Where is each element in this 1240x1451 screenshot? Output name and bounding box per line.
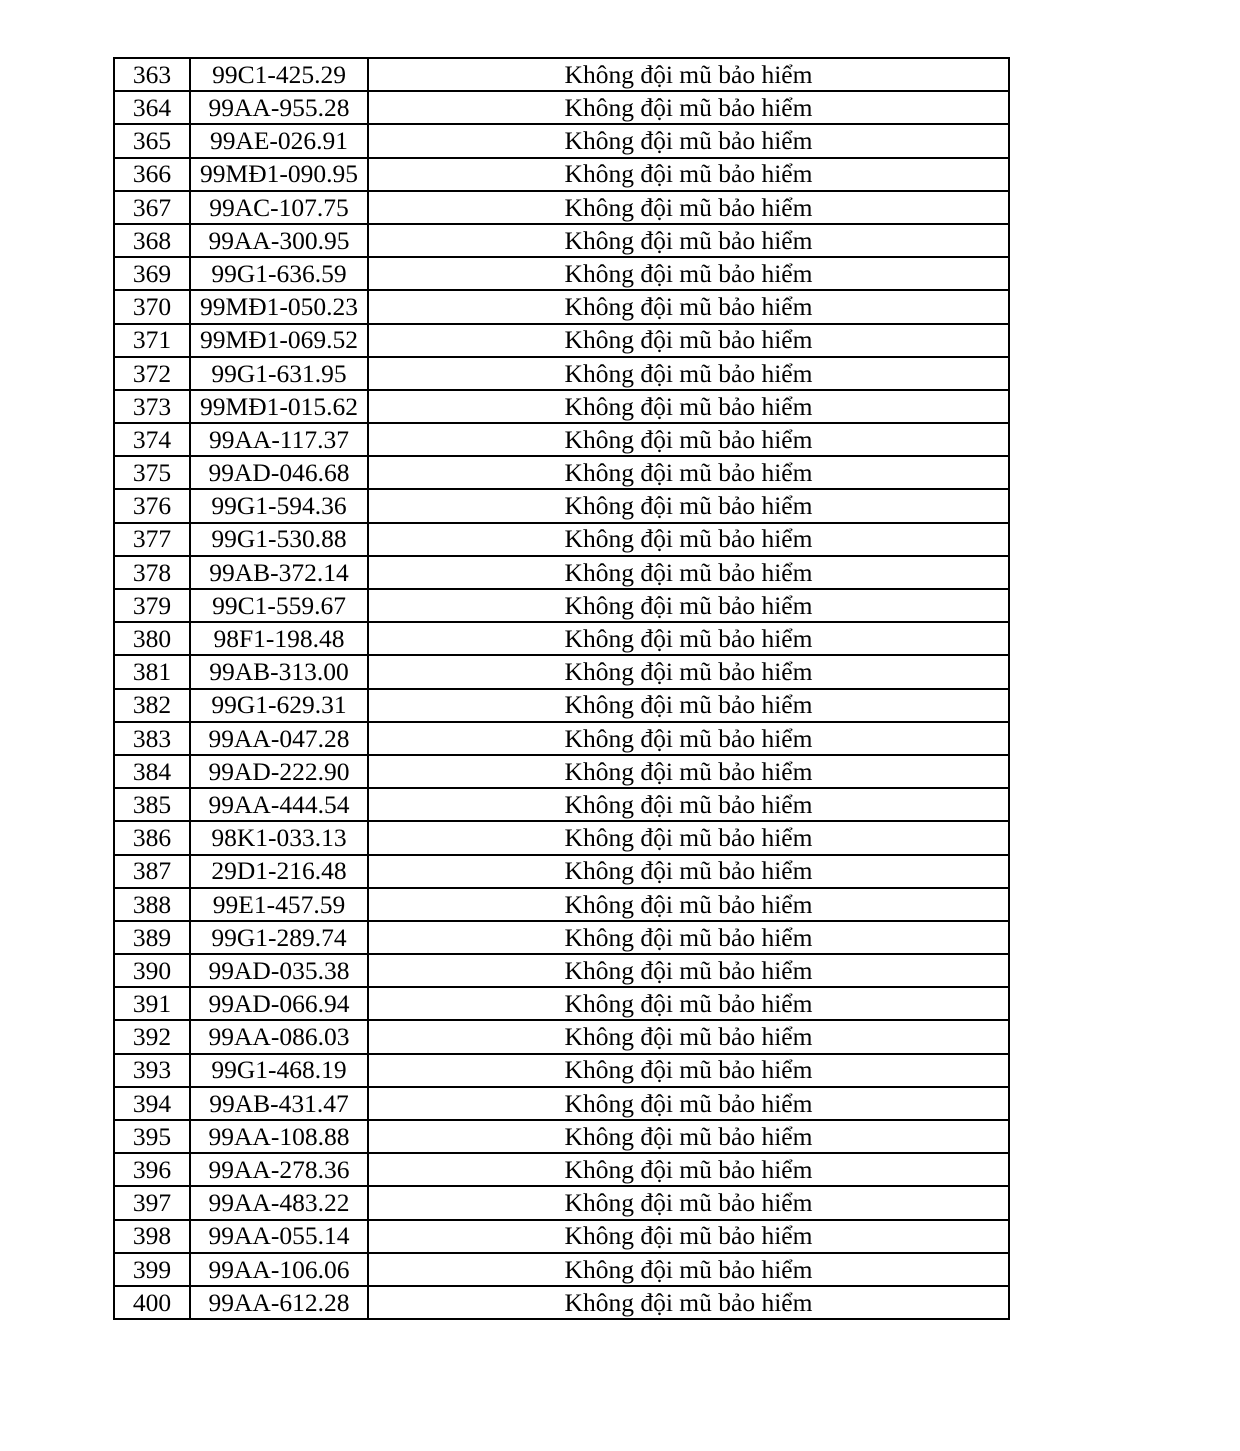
violation-cell: Không đội mũ bảo hiểm xyxy=(368,722,1009,755)
license-plate-cell: 99G1-594.36 xyxy=(190,489,368,522)
table-row xyxy=(114,58,1009,91)
row-number-cell: 384 xyxy=(114,755,190,788)
license-plate-cell: 99G1-631.95 xyxy=(190,357,368,390)
row-number-cell: 377 xyxy=(114,523,190,556)
license-plate-cell: 99AB-431.47 xyxy=(190,1087,368,1120)
row-number-cell: 368 xyxy=(114,224,190,257)
row-number-cell: 382 xyxy=(114,689,190,722)
table-row xyxy=(114,954,1009,987)
row-number-cell: 385 xyxy=(114,788,190,821)
license-plate-cell: 29D1-216.48 xyxy=(190,855,368,888)
license-plate-cell: 99MĐ1-015.62 xyxy=(190,390,368,423)
table-row xyxy=(114,1054,1009,1087)
row-number-cell: 398 xyxy=(114,1220,190,1253)
violations-table-body xyxy=(114,58,1009,1319)
table-row xyxy=(114,1286,1009,1319)
violation-cell: Không đội mũ bảo hiểm xyxy=(368,357,1009,390)
license-plate-cell: 99AA-055.14 xyxy=(190,1220,368,1253)
table-row xyxy=(114,987,1009,1020)
license-plate-cell: 99AA-612.28 xyxy=(190,1286,368,1319)
table-row xyxy=(114,655,1009,688)
table-row xyxy=(114,456,1009,489)
table-row xyxy=(114,921,1009,954)
row-number-cell: 394 xyxy=(114,1087,190,1120)
table-row xyxy=(114,556,1009,589)
table-row xyxy=(114,224,1009,257)
row-number-cell: 383 xyxy=(114,722,190,755)
violation-cell: Không đội mũ bảo hiểm xyxy=(368,689,1009,722)
license-plate-cell: 99AA-047.28 xyxy=(190,722,368,755)
table-row xyxy=(114,1020,1009,1053)
violation-cell: Không đội mũ bảo hiểm xyxy=(368,1087,1009,1120)
license-plate-cell: 99AA-444.54 xyxy=(190,788,368,821)
table-row xyxy=(114,821,1009,854)
license-plate-cell: 99C1-425.29 xyxy=(190,58,368,91)
row-number-cell: 379 xyxy=(114,589,190,622)
table-row xyxy=(114,788,1009,821)
violation-cell: Không đội mũ bảo hiểm xyxy=(368,655,1009,688)
violation-cell: Không đội mũ bảo hiểm xyxy=(368,589,1009,622)
license-plate-cell: 99G1-629.31 xyxy=(190,689,368,722)
table-row xyxy=(114,357,1009,390)
row-number-cell: 388 xyxy=(114,888,190,921)
table-row xyxy=(114,1120,1009,1153)
row-number-cell: 391 xyxy=(114,987,190,1020)
violation-cell: Không đội mũ bảo hiểm xyxy=(368,556,1009,589)
license-plate-cell: 99G1-530.88 xyxy=(190,523,368,556)
license-plate-cell: 99AD-222.90 xyxy=(190,755,368,788)
violation-cell: Không đội mũ bảo hiểm xyxy=(368,423,1009,456)
row-number-cell: 396 xyxy=(114,1153,190,1186)
row-number-cell: 393 xyxy=(114,1054,190,1087)
violation-cell: Không đội mũ bảo hiểm xyxy=(368,91,1009,124)
license-plate-cell: 99AD-035.38 xyxy=(190,954,368,987)
license-plate-cell: 99G1-468.19 xyxy=(190,1054,368,1087)
row-number-cell: 365 xyxy=(114,124,190,157)
table-row xyxy=(114,888,1009,921)
license-plate-cell: 99AA-106.06 xyxy=(190,1253,368,1286)
table-row xyxy=(114,722,1009,755)
violation-cell: Không đội mũ bảo hiểm xyxy=(368,124,1009,157)
row-number-cell: 397 xyxy=(114,1186,190,1219)
row-number-cell: 363 xyxy=(114,58,190,91)
row-number-cell: 381 xyxy=(114,655,190,688)
table-row xyxy=(114,622,1009,655)
license-plate-cell: 99AD-046.68 xyxy=(190,456,368,489)
row-number-cell: 376 xyxy=(114,489,190,522)
license-plate-cell: 99MĐ1-069.52 xyxy=(190,324,368,357)
violation-cell: Không đội mũ bảo hiểm xyxy=(368,921,1009,954)
license-plate-cell: 99G1-289.74 xyxy=(190,921,368,954)
table-row xyxy=(114,91,1009,124)
table-row xyxy=(114,191,1009,224)
license-plate-cell: 98K1-033.13 xyxy=(190,821,368,854)
license-plate-cell: 99AB-372.14 xyxy=(190,556,368,589)
row-number-cell: 364 xyxy=(114,91,190,124)
license-plate-cell: 99C1-559.67 xyxy=(190,589,368,622)
violation-cell: Không đội mũ bảo hiểm xyxy=(368,1286,1009,1319)
violation-cell: Không đội mũ bảo hiểm xyxy=(368,954,1009,987)
table-row xyxy=(114,489,1009,522)
violation-cell: Không đội mũ bảo hiểm xyxy=(368,523,1009,556)
row-number-cell: 390 xyxy=(114,954,190,987)
row-number-cell: 366 xyxy=(114,158,190,191)
row-number-cell: 386 xyxy=(114,821,190,854)
table-row xyxy=(114,423,1009,456)
violation-cell: Không đội mũ bảo hiểm xyxy=(368,1186,1009,1219)
violation-cell: Không đội mũ bảo hiểm xyxy=(368,390,1009,423)
violation-cell: Không đội mũ bảo hiểm xyxy=(368,456,1009,489)
license-plate-cell: 99AD-066.94 xyxy=(190,987,368,1020)
table-row xyxy=(114,523,1009,556)
violation-cell: Không đội mũ bảo hiểm xyxy=(368,58,1009,91)
violation-cell: Không đội mũ bảo hiểm xyxy=(368,257,1009,290)
violation-cell: Không đội mũ bảo hiểm xyxy=(368,1054,1009,1087)
row-number-cell: 395 xyxy=(114,1120,190,1153)
violation-cell: Không đội mũ bảo hiểm xyxy=(368,855,1009,888)
violation-cell: Không đội mũ bảo hiểm xyxy=(368,622,1009,655)
license-plate-cell: 99AA-108.88 xyxy=(190,1120,368,1153)
violation-cell: Không đội mũ bảo hiểm xyxy=(368,1020,1009,1053)
violations-table xyxy=(113,57,1010,1320)
license-plate-cell: 99AA-483.22 xyxy=(190,1186,368,1219)
license-plate-cell: 99AA-278.36 xyxy=(190,1153,368,1186)
license-plate-cell: 99AA-300.95 xyxy=(190,224,368,257)
violation-cell: Không đội mũ bảo hiểm xyxy=(368,489,1009,522)
license-plate-cell: 99AC-107.75 xyxy=(190,191,368,224)
row-number-cell: 400 xyxy=(114,1286,190,1319)
table-row xyxy=(114,689,1009,722)
row-number-cell: 375 xyxy=(114,456,190,489)
license-plate-cell: 99AE-026.91 xyxy=(190,124,368,157)
violation-cell: Không đội mũ bảo hiểm xyxy=(368,191,1009,224)
row-number-cell: 370 xyxy=(114,290,190,323)
table-row xyxy=(114,257,1009,290)
row-number-cell: 392 xyxy=(114,1020,190,1053)
violation-cell: Không đội mũ bảo hiểm xyxy=(368,888,1009,921)
violation-cell: Không đội mũ bảo hiểm xyxy=(368,324,1009,357)
table-row xyxy=(114,1186,1009,1219)
license-plate-cell: 99AB-313.00 xyxy=(190,655,368,688)
violation-cell: Không đội mũ bảo hiểm xyxy=(368,1220,1009,1253)
row-number-cell: 374 xyxy=(114,423,190,456)
license-plate-cell: 99MĐ1-090.95 xyxy=(190,158,368,191)
violation-cell: Không đội mũ bảo hiểm xyxy=(368,158,1009,191)
row-number-cell: 371 xyxy=(114,324,190,357)
violation-cell: Không đội mũ bảo hiểm xyxy=(368,1153,1009,1186)
license-plate-cell: 99G1-636.59 xyxy=(190,257,368,290)
violation-cell: Không đội mũ bảo hiểm xyxy=(368,224,1009,257)
license-plate-cell: 99E1-457.59 xyxy=(190,888,368,921)
table-row xyxy=(114,1153,1009,1186)
row-number-cell: 389 xyxy=(114,921,190,954)
violation-cell: Không đội mũ bảo hiểm xyxy=(368,1253,1009,1286)
row-number-cell: 399 xyxy=(114,1253,190,1286)
table-row xyxy=(114,1220,1009,1253)
table-row xyxy=(114,390,1009,423)
license-plate-cell: 98F1-198.48 xyxy=(190,622,368,655)
violation-cell: Không đội mũ bảo hiểm xyxy=(368,755,1009,788)
violation-cell: Không đội mũ bảo hiểm xyxy=(368,788,1009,821)
row-number-cell: 387 xyxy=(114,855,190,888)
row-number-cell: 369 xyxy=(114,257,190,290)
license-plate-cell: 99AA-086.03 xyxy=(190,1020,368,1053)
row-number-cell: 367 xyxy=(114,191,190,224)
violation-cell: Không đội mũ bảo hiểm xyxy=(368,1120,1009,1153)
table-row xyxy=(114,158,1009,191)
table-row xyxy=(114,755,1009,788)
violation-cell: Không đội mũ bảo hiểm xyxy=(368,290,1009,323)
table-row xyxy=(114,1087,1009,1120)
violation-cell: Không đội mũ bảo hiểm xyxy=(368,821,1009,854)
table-row xyxy=(114,124,1009,157)
table-row xyxy=(114,855,1009,888)
row-number-cell: 380 xyxy=(114,622,190,655)
row-number-cell: 373 xyxy=(114,390,190,423)
table-row xyxy=(114,290,1009,323)
license-plate-cell: 99MĐ1-050.23 xyxy=(190,290,368,323)
row-number-cell: 372 xyxy=(114,357,190,390)
license-plate-cell: 99AA-955.28 xyxy=(190,91,368,124)
violation-cell: Không đội mũ bảo hiểm xyxy=(368,987,1009,1020)
table-row xyxy=(114,1253,1009,1286)
table-row xyxy=(114,589,1009,622)
license-plate-cell: 99AA-117.37 xyxy=(190,423,368,456)
table-row xyxy=(114,324,1009,357)
row-number-cell: 378 xyxy=(114,556,190,589)
